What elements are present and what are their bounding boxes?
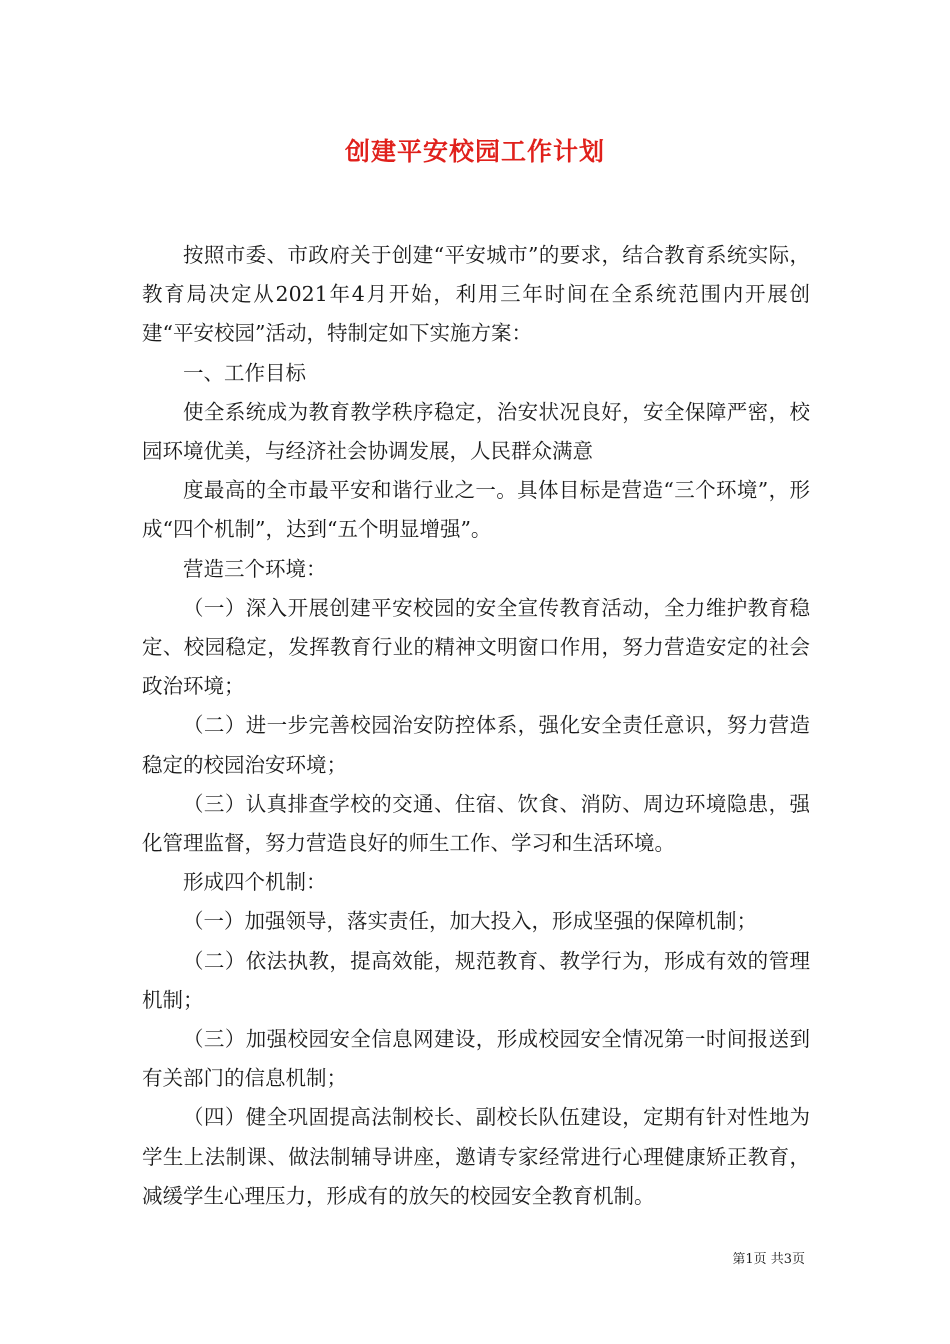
subheading-three-environments: 营造三个环境：: [183, 556, 327, 581]
page-number-footer: 第1页 共3页: [732, 1252, 805, 1267]
list-item-environment-2: （二）进一步完善校园治安防控体系，强化安全责任意识，努力营造稳定的校园治安环境；: [142, 713, 810, 777]
list-item-mechanism-4: （四）健全巩固提高法制校长、副校长队伍建设，定期有针对性地为学生上法制课、做法制辅导讲座，邀请专家经常进行心理健康矫正教育，减缓学生心理压力，形成有的放矢的校园安全教育机制。: [142, 1105, 810, 1208]
list-item-mechanism-2: （二）依法执教，提高效能，规范教育、教学行为，形成有效的管理机制；: [142, 948, 810, 1012]
paragraph-intro: 按照市委、市政府关于创建“平安城市”的要求，结合教育系统实际，教育局决定从2021年4月开始，利用三年时间在全系统范围内开展创建“平安校园”活动，特制定如下实施方案：: [142, 243, 810, 346]
list-item-mechanism-1: （一）加强领导，落实责任，加大投入，形成坚强的保障机制；: [183, 909, 757, 934]
paragraph-goal-part1: 使全系统成为教育教学秩序稳定，治安状况良好，安全保障严密，校园环境优美，与经济社会协调发展，人民群众满意: [142, 399, 810, 464]
document-body: [142, 236, 810, 1216]
list-item-environment-1: （一）深入开展创建平安校园的安全宣传教育活动，全力维护教育稳定、校园稳定，发挥教育行业的精神文明窗口作用，努力营造安定的社会政治环境；: [142, 595, 810, 699]
document-title: 创建平安校园工作计划: [344, 137, 605, 166]
list-item-environment-3: （三）认真排查学校的交通、住宿、饮食、消防、周边环境隐患，强化管理监督，努力营造良好的师生工作、学习和生活环境。: [142, 791, 810, 856]
section-heading-goals: 一、工作目标: [183, 360, 306, 385]
paragraph-goal-part2: 度最高的全市最平安和谐行业之一。具体目标是营造“三个环境”，形成“四个机制”，达到“五个明显增强”。: [142, 478, 810, 542]
subheading-four-mechanisms: 形成四个机制：: [183, 870, 327, 895]
list-item-mechanism-3: （三）加强校园安全信息网建设，形成校园安全情况第一时间报送到有关部门的信息机制；: [142, 1027, 810, 1091]
